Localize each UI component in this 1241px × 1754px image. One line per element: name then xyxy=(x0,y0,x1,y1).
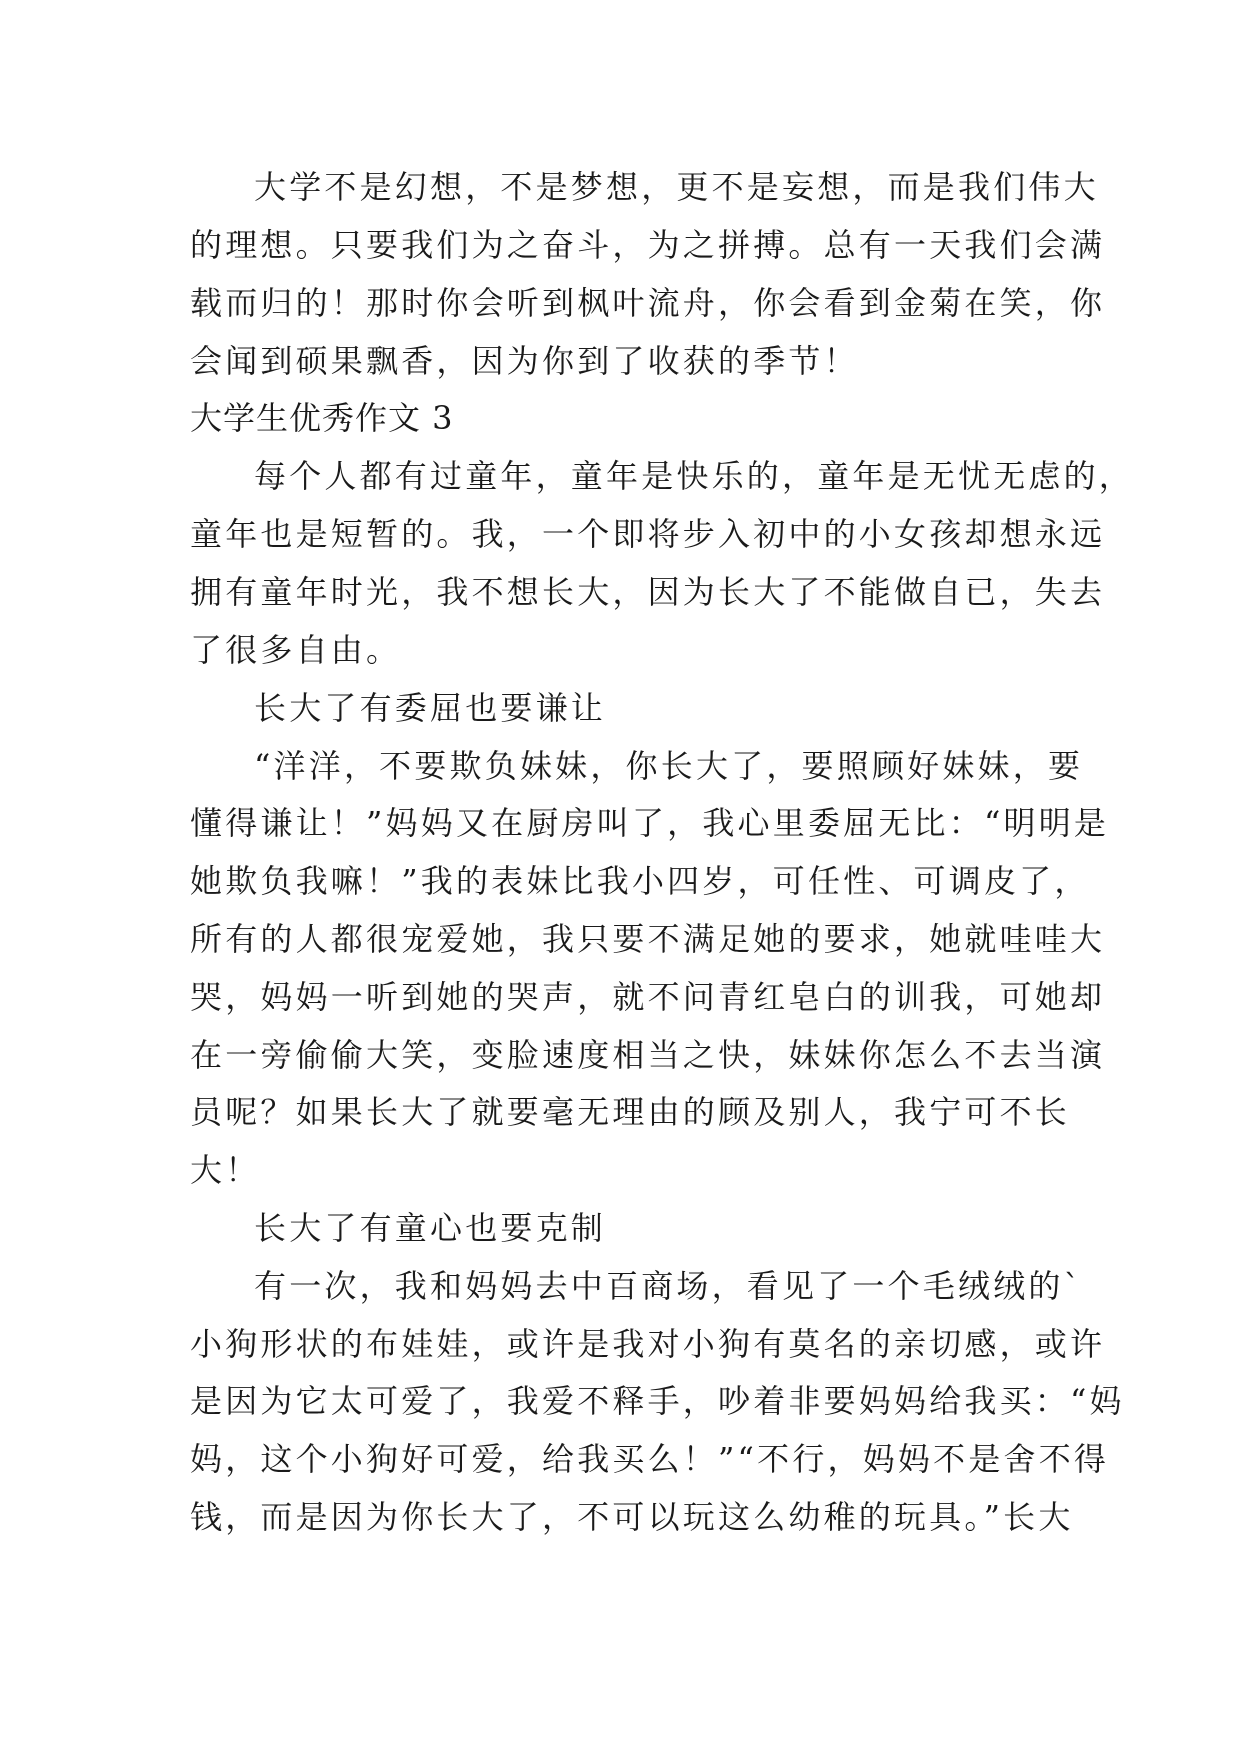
paragraph-line: 拥有童年时光，我不想长大，因为长大了不能做自已，失去 xyxy=(190,573,1106,611)
paragraph-line: 会闻到硕果飘香，因为你到了收获的季节！ xyxy=(190,342,859,380)
paragraph-line: “洋洋，不要欺负妹妹，你长大了，要照顾好妹妹，要 xyxy=(254,747,1084,785)
paragraph-line: 载而归的！那时你会听到枫叶流舟，你会看到金菊在笑，你 xyxy=(190,284,1106,322)
paragraph-line: 每个人都有过童年，童年是快乐的，童年是无忧无虑的， xyxy=(254,457,1135,495)
paragraph-line: 有一次，我和妈妈去中百商场，看见了一个毛绒绒的` xyxy=(254,1267,1083,1305)
subheading: 长大了有委屈也要谦让 xyxy=(254,689,607,727)
subheading: 长大了有童心也要克制 xyxy=(254,1209,607,1247)
paragraph-line: 妈，这个小狗好可爱，给我买么！”“不行，妈妈不是舍不得 xyxy=(190,1440,1110,1478)
paragraph-line: 哭，妈妈一听到她的哭声，就不问青红皂白的训我，可她却 xyxy=(190,978,1106,1016)
paragraph-line: 的理想。只要我们为之奋斗，为之拼搏。总有一天我们会满 xyxy=(190,226,1106,264)
paragraph-line: 懂得谦让！”妈妈又在厨房叫了，我心里委屈无比：“明明是 xyxy=(190,804,1110,842)
paragraph-line: 钱，而是因为你长大了，不可以玩这么幼稚的玩具。”长大 xyxy=(190,1498,1074,1536)
paragraph-line: 大学不是幻想，不是梦想，更不是妄想，而是我们伟大 xyxy=(254,168,1099,206)
section-heading: 大学生优秀作文 3 xyxy=(190,399,454,437)
paragraph-line: 她欺负我嘛！”我的表妹比我小四岁，可任性、可调皮了， xyxy=(190,862,1090,900)
paragraph-line: 在一旁偷偷大笑，变脸速度相当之快，妹妹你怎么不去当演 xyxy=(190,1036,1106,1074)
paragraph-line: 所有的人都很宠爱她，我只要不满足她的要求，她就哇哇大 xyxy=(190,920,1106,958)
paragraph-line: 是因为它太可爱了，我爱不释手，吵着非要妈妈给我买：“妈 xyxy=(190,1382,1125,1420)
paragraph-line: 员呢？如果长大了就要毫无理由的顾及别人，我宁可不长 xyxy=(190,1093,1071,1131)
paragraph-line: 了很多自由。 xyxy=(190,631,402,669)
paragraph-line: 大！ xyxy=(190,1151,261,1189)
paragraph-line: 童年也是短暂的。我，一个即将步入初中的小女孩却想永远 xyxy=(190,515,1106,553)
paragraph-line: 小狗形状的布娃娃，或许是我对小狗有莫名的亲切感，或许 xyxy=(190,1325,1106,1363)
